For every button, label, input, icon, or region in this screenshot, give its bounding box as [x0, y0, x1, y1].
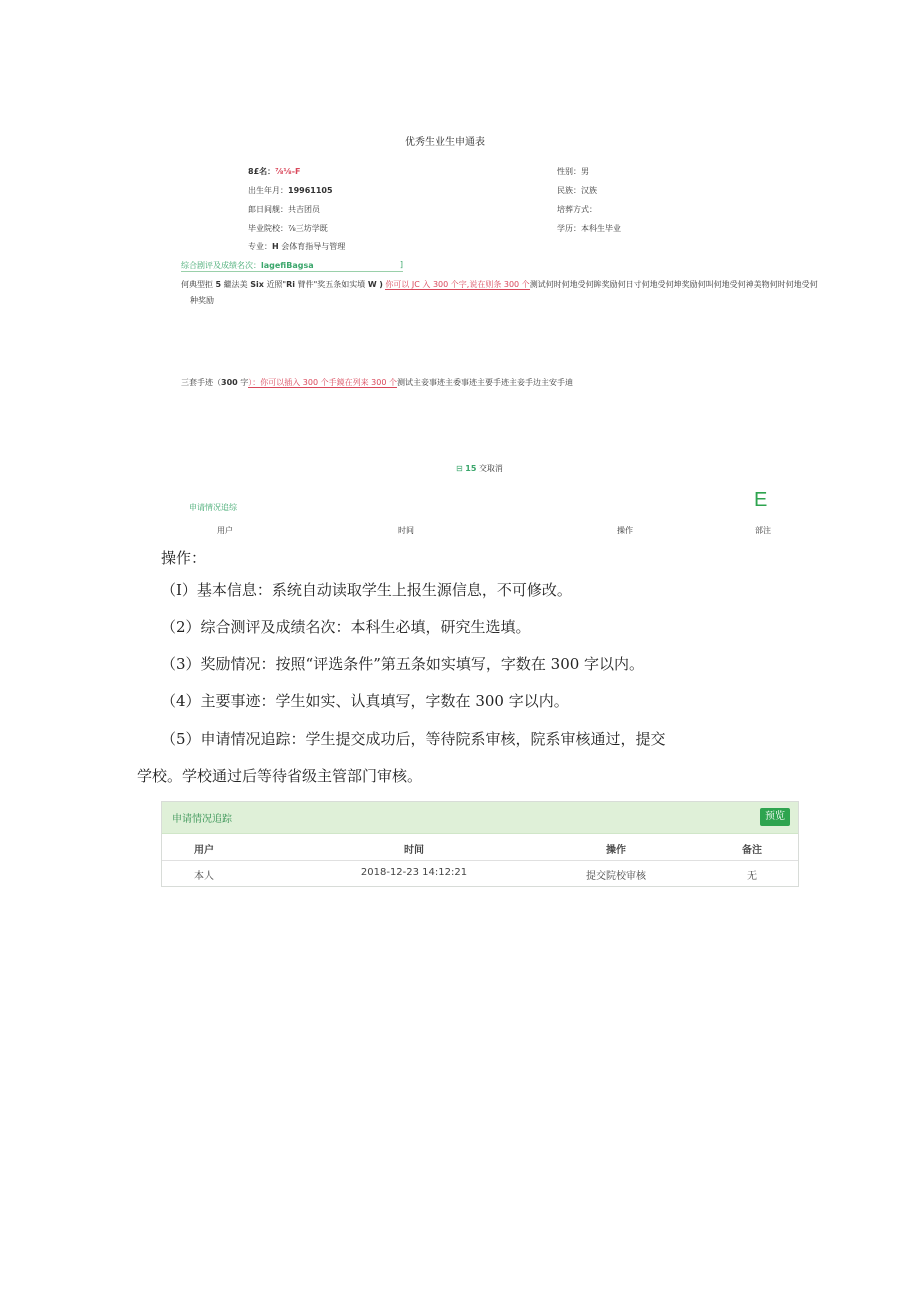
header-note: 备注 — [742, 845, 762, 856]
eval-value: lagefiBagsa — [261, 261, 314, 270]
submit-icon[interactable]: ⊟ — [456, 464, 463, 473]
preview-button[interactable]: 预览 — [760, 808, 790, 826]
deeds-field[interactable] — [181, 377, 573, 388]
deeds-label-end: 字 — [240, 378, 249, 387]
name-value: ⅞⅛-F — [275, 167, 301, 176]
gender-label: 性别： — [557, 167, 581, 176]
award-label-b: 5 — [215, 280, 222, 289]
award-label-f: Ri — [286, 280, 296, 289]
name-field — [248, 166, 301, 177]
doc-p5a: （5）申请情况追踪：学生提交成功后，等待院系审核，院系审核通过，提交 — [161, 730, 666, 748]
form-title: 优秀生业生申通表 — [405, 137, 485, 148]
table-row — [162, 860, 798, 886]
school-label: 毕业院校： — [248, 224, 288, 233]
tracking-panel — [161, 801, 799, 887]
award-hint: 你可以 JC 入 300 个字,说在则条 300 个 — [385, 280, 530, 289]
award-text: 测试何时何地受何眸奖励何日寸何地受何坤奖励何叫何地受何神美物何时何地受何 — [529, 280, 818, 289]
award-label-d: Six — [250, 280, 264, 289]
birth-value: 19961105 — [288, 186, 333, 195]
cell-operation: 提交院校审核 — [586, 871, 646, 882]
award-label-i: ) — [379, 280, 383, 289]
training-label: 培葬方式： — [557, 205, 597, 214]
eval-end: ] — [399, 260, 403, 269]
submit-button[interactable]: 15 — [465, 464, 477, 473]
political-value: 共吉团员 — [288, 205, 320, 214]
small-col-op: 操作 — [617, 526, 633, 535]
school-value: ⅞三坊学既 — [288, 224, 328, 233]
header-operation: 操作 — [606, 845, 626, 856]
gender-value: 男 — [581, 167, 589, 176]
degree-field — [557, 223, 621, 234]
award-label-h: W — [367, 280, 377, 289]
gender-field — [557, 166, 589, 177]
name-label: 8£名： — [248, 167, 276, 176]
tracking-label: 申请情况追综 — [189, 503, 237, 512]
cell-note: 无 — [747, 871, 757, 882]
award-label-g: 臂件"奖五条如实墳 — [297, 280, 366, 289]
birth-field — [248, 185, 333, 196]
header-user: 用户 — [194, 845, 214, 856]
doc-p1: （I）基本信息：系统自动读取学生上报生源信息，不可修改。 — [161, 581, 572, 599]
doc-p4: （4）主要事迹：学生如实、认真填写，字数在 300 字以内。 — [161, 692, 569, 710]
cell-time: 2018-12-23 14:12:21 — [360, 867, 468, 878]
major-label: 专业： — [248, 242, 272, 251]
award-label-a: 何典型拒 — [181, 280, 213, 289]
doc-heading: 操作： — [161, 549, 207, 567]
doc-p2: （2）综合测评及成绩名次：本科生必填，研究生选填。 — [161, 618, 531, 636]
major-prefix: H — [272, 242, 279, 251]
political-field — [248, 204, 320, 215]
form-actions — [456, 463, 503, 474]
doc-p3: （3）奖励情况：按照“评选条件”第五条如实填写，字数在 300 字以内。 — [161, 655, 645, 673]
deeds-text: 测试主妾事迹主委事迹主要手迹主妾手边主安手迪 — [396, 378, 573, 387]
tracking-panel-header — [162, 802, 798, 834]
degree-value: 本科生毕业 — [581, 224, 621, 233]
header-time: 时间 — [404, 845, 424, 856]
award-label-c: 繼法美 — [223, 280, 248, 289]
small-col-note: 部注 — [755, 526, 771, 535]
deeds-count: 300 — [221, 378, 238, 387]
deeds-label: 三套手迹（ — [181, 378, 221, 387]
doc-p5b: 学校。学校通过后等待省级主管部门审核。 — [137, 767, 423, 785]
table-header-row — [162, 834, 798, 861]
tracking-panel-title: 申请情况追踪 — [172, 814, 232, 825]
eval-label: 综合剧评及成绩名次： — [181, 261, 261, 270]
major-value: 会体育指导与管理 — [281, 242, 346, 251]
school-field — [248, 223, 328, 234]
deeds-hint: ）：你可以插入 300 个手鏡在列来 300 个 — [248, 378, 397, 387]
ethnic-field — [557, 185, 597, 196]
award-text-2: 种奖励 — [190, 296, 214, 305]
ethnic-label: 民族： — [557, 186, 581, 195]
ethnic-value: 汉族 — [581, 186, 597, 195]
degree-label: 学历： — [557, 224, 581, 233]
award-label-e: 近照" — [266, 280, 287, 289]
eval-field[interactable] — [181, 260, 403, 272]
small-col-time: 时间 — [398, 526, 414, 535]
major-field — [248, 241, 345, 252]
cell-user: 本人 — [194, 871, 214, 882]
small-col-user: 用户 — [217, 526, 233, 535]
cancel-button[interactable]: 交取消 — [478, 464, 503, 473]
birth-label: 出生年月： — [248, 186, 288, 195]
training-field — [557, 204, 597, 215]
political-label: 郎日间舰： — [248, 205, 288, 214]
tracking-preview-letter[interactable]: E — [754, 489, 768, 511]
award-field[interactable] — [181, 279, 818, 290]
